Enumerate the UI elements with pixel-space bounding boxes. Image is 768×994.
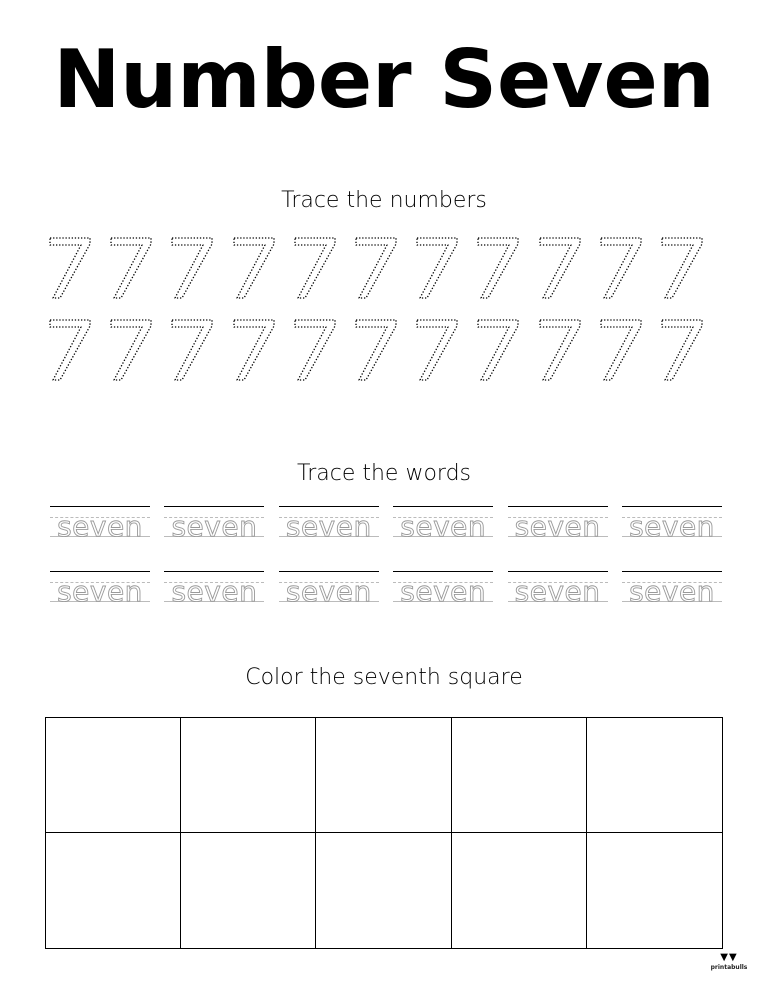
trace-word: seven bbox=[514, 510, 601, 543]
trace-word-cell bbox=[393, 569, 493, 609]
trace-digit bbox=[232, 318, 276, 382]
trace-word-cell bbox=[508, 504, 608, 544]
guide-line bbox=[50, 571, 150, 572]
trace-word-cell bbox=[279, 504, 379, 544]
trace-word-cell bbox=[164, 504, 264, 544]
trace-word: seven bbox=[171, 510, 258, 543]
trace-digit bbox=[476, 236, 520, 300]
trace-digit bbox=[170, 318, 214, 382]
color-square-cell[interactable] bbox=[316, 833, 451, 948]
trace-word: seven bbox=[629, 510, 715, 543]
trace-word-cell bbox=[50, 504, 150, 544]
trace-word: seven bbox=[171, 575, 258, 608]
trace-word-row-1 bbox=[50, 504, 722, 544]
trace-digit bbox=[599, 236, 643, 300]
trace-word-row-2 bbox=[50, 569, 722, 609]
trace-digit bbox=[660, 236, 704, 300]
trace-digit bbox=[354, 318, 398, 382]
trace-word-cell bbox=[50, 569, 150, 609]
trace-digit bbox=[109, 318, 153, 382]
trace-word-cell bbox=[622, 569, 722, 609]
trace-word: seven bbox=[285, 510, 372, 543]
guide-line bbox=[164, 506, 264, 507]
guide-line bbox=[508, 506, 608, 507]
trace-word-cell bbox=[279, 569, 379, 609]
trace-digit bbox=[415, 236, 459, 300]
color-square-cell[interactable] bbox=[181, 718, 316, 833]
trace-word-cell bbox=[622, 504, 722, 544]
guide-line bbox=[50, 506, 150, 507]
guide-line bbox=[393, 506, 493, 507]
color-square-heading: Color the seventh square bbox=[245, 665, 523, 690]
color-square-grid bbox=[45, 717, 723, 949]
color-square-cell[interactable] bbox=[181, 833, 316, 948]
color-square-cell[interactable] bbox=[316, 718, 451, 833]
trace-digit-row-1 bbox=[48, 236, 724, 306]
trace-word: seven bbox=[400, 575, 487, 608]
trace-digit bbox=[170, 236, 214, 300]
brand-text: printabulls bbox=[710, 964, 748, 971]
trace-digit bbox=[538, 318, 582, 382]
color-square-cell[interactable] bbox=[452, 718, 587, 833]
color-square-cell[interactable] bbox=[452, 833, 587, 948]
color-square-cell[interactable] bbox=[587, 833, 722, 948]
trace-digit bbox=[476, 318, 520, 382]
trace-words-heading: Trace the words bbox=[297, 461, 471, 486]
guide-line bbox=[279, 506, 379, 507]
guide-line bbox=[279, 571, 379, 572]
guide-line bbox=[393, 571, 493, 572]
trace-digit bbox=[538, 236, 582, 300]
trace-word-cell bbox=[393, 504, 493, 544]
trace-word: seven bbox=[400, 510, 487, 543]
trace-word: seven bbox=[629, 575, 715, 608]
trace-digit bbox=[109, 236, 153, 300]
guide-line bbox=[622, 506, 722, 507]
bull-icon: ▼▼ bbox=[720, 952, 738, 963]
trace-digit bbox=[48, 318, 92, 382]
trace-digit bbox=[293, 318, 337, 382]
guide-line bbox=[622, 571, 722, 572]
trace-digit bbox=[293, 236, 337, 300]
guide-line bbox=[164, 571, 264, 572]
trace-digit bbox=[599, 318, 643, 382]
trace-word: seven bbox=[57, 575, 143, 608]
color-square-cell[interactable] bbox=[46, 718, 181, 833]
trace-digit-row-2 bbox=[48, 318, 724, 388]
trace-digit bbox=[48, 236, 92, 300]
trace-word: seven bbox=[57, 510, 143, 543]
color-square-cell[interactable] bbox=[46, 833, 181, 948]
trace-word: seven bbox=[285, 575, 372, 608]
trace-digit bbox=[354, 236, 398, 300]
guide-line bbox=[508, 571, 608, 572]
trace-word-cell bbox=[508, 569, 608, 609]
trace-numbers-heading: Trace the numbers bbox=[281, 188, 487, 213]
trace-word-cell bbox=[164, 569, 264, 609]
trace-digit bbox=[415, 318, 459, 382]
brand-logo bbox=[706, 952, 752, 978]
page-title: Number Seven bbox=[53, 33, 715, 126]
trace-digit bbox=[232, 236, 276, 300]
trace-word: seven bbox=[514, 575, 601, 608]
color-square-cell[interactable] bbox=[587, 718, 722, 833]
trace-digit bbox=[660, 318, 704, 382]
